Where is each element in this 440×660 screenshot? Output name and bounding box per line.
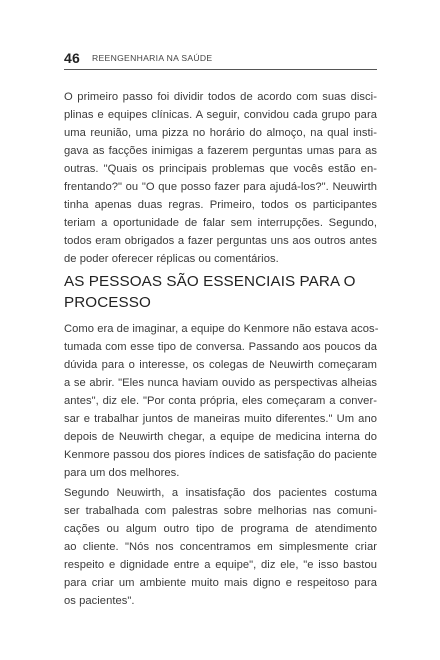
paragraph-line: outras. "Quais os principais problemas que vocês estão en-: [64, 163, 377, 175]
paragraph-line: uma reunião, uma pizza no horário do almoço, na qual insti-: [64, 127, 377, 139]
paragraph-line: frentando?" ou "O que posso fazer para ajudá-los?". Neuwirth: [64, 181, 377, 193]
header-divider: [64, 69, 377, 70]
paragraph-line: O primeiro passo foi dividir todos de acordo com suas disci-: [64, 91, 377, 103]
paragraph-line: dúvida para o interesse, os colegas de Neuwirth começaram: [64, 359, 377, 371]
paragraph-line: Segundo Neuwirth, a insatisfação dos pacientes costuma: [64, 487, 377, 499]
paragraph-line: antes", diz ele. "Por conta própria, eles começaram a conver-: [64, 395, 377, 407]
paragraph-line: de poder oferecer réplicas ou comentários.: [64, 253, 279, 265]
paragraph-line: plinas e equipes clínicas. A seguir, convidou cada grupo para: [64, 109, 377, 121]
paragraph-line: todos eram obrigados a fazer perguntas uns aos outros antes: [64, 235, 377, 247]
paragraph-line: Kenmore passou dos piores índices de satisfação do paciente: [64, 449, 377, 461]
paragraph-line: tumada com esse tipo de conversa. Passando aos poucos da: [64, 341, 377, 353]
heading-line: AS PESSOAS SÃO ESSENCIAIS PARA O: [64, 273, 356, 290]
page-number: 46: [64, 50, 80, 66]
paragraph-line: depois de Neuwirth chegar, a equipe de medicina interna do: [64, 431, 377, 443]
paragraph-line: sar e trabalhar juntos de maneiras muito diferentes." Um ano: [64, 413, 377, 425]
running-head: REENGENHARIA NA SAÚDE: [92, 53, 213, 63]
paragraph-line: teriam a oportunidade de falar sem interrupções. Segundo,: [64, 217, 377, 229]
paragraph-line: Como era de imaginar, a equipe do Kenmore não estava acos-: [64, 323, 379, 335]
paragraph-line: ser trabalhada com palestras sobre melhorias nas comuni-: [64, 505, 377, 517]
page-header: [64, 50, 377, 66]
paragraph-line: gava as facções inimigas a fazerem perguntas umas para as: [64, 145, 377, 157]
paragraph-line: para criar um ambiente muito mais digno e respeitoso para: [64, 577, 377, 589]
paragraph-line: os pacientes".: [64, 595, 135, 607]
paragraph-line: respeito e dignidade entre a equipe", diz ele, "e isso bastou: [64, 559, 377, 571]
paragraph-line: para um dos melhores.: [64, 467, 180, 479]
paragraph-line: cações ou algum outro tipo de programa de atendimento: [64, 523, 377, 535]
paragraph-line: ao cliente. "Nós nos concentramos em simplesmente criar: [64, 541, 377, 553]
paragraph-line: tinha apenas duas regras. Primeiro, todos os participantes: [64, 199, 377, 211]
heading-line: PROCESSO: [64, 294, 151, 311]
paragraph-line: a se abrir. "Eles nunca haviam ouvido as perspectivas alheias: [64, 377, 377, 389]
